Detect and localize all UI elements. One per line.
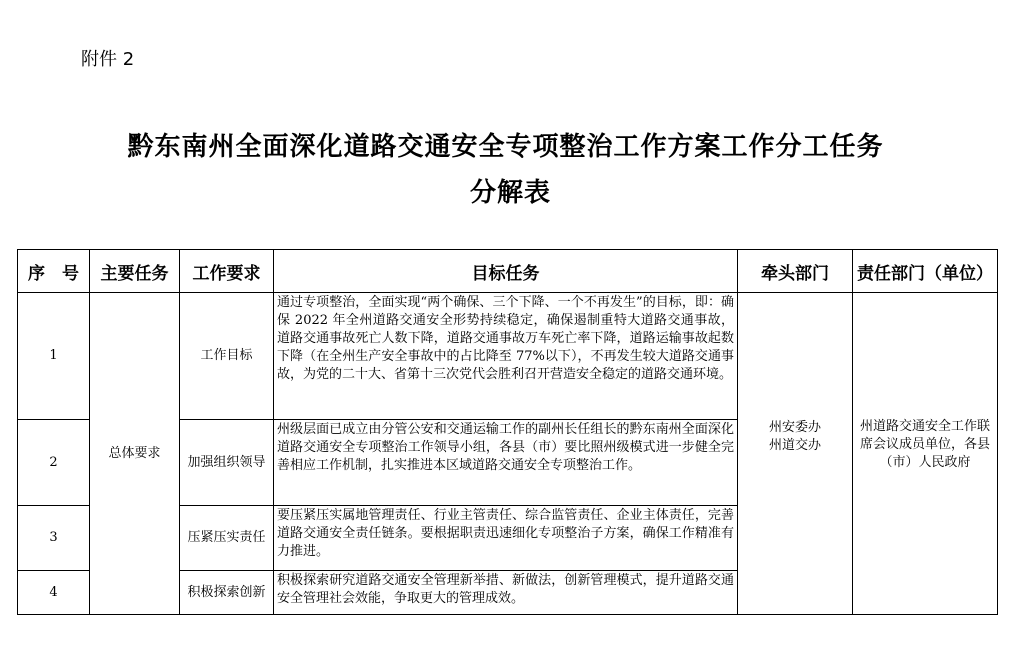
header-work-requirement: 工作要求 bbox=[180, 250, 274, 293]
document-title-line2: 分解表 bbox=[469, 178, 551, 208]
target-task-cell: 要压紧压实属地管理责任、行业主管责任、综合监管责任、企业主体责任，完善道路交通安全责任链条。要根据职责迅速细化专项整治子方案，确保工作精准有力推进。 bbox=[274, 506, 738, 571]
main-task-cell: 总体要求 bbox=[90, 293, 180, 615]
target-task-cell: 州级层面已成立由分管公安和交通运输工作的副州长任组长的黔东南州全面深化道路交通安全专项整治工作领导小组，各县（市）要比照州级模式进一步健全完善相应工作机制，扎实推进本区域道路交通安全专项整治工作。 bbox=[274, 420, 738, 506]
header-lead-dept: 牵头部门 bbox=[738, 250, 853, 293]
header-no: 序 号 bbox=[18, 250, 90, 293]
work-requirement-cell: 压紧压实责任 bbox=[180, 506, 274, 571]
table-row bbox=[18, 293, 998, 420]
document-title: 黔东南州全面深化道路交通安全专项整治工作方案工作分工任务 bbox=[127, 132, 884, 162]
row-no: 3 bbox=[18, 506, 90, 571]
header-main-task: 主要任务 bbox=[90, 250, 180, 293]
work-requirement-cell: 加强组织领导 bbox=[180, 420, 274, 506]
table-header-row bbox=[18, 250, 998, 293]
row-no: 2 bbox=[18, 420, 90, 506]
target-task-cell: 通过专项整治，全面实现“两个确保、三个下降、一个不再发生”的目标，即：确保 2022 年全州道路交通安全形势持续稳定，确保遏制重特大道路交通事故，道路交通事故死亡人数下降，道路交通事故万车死亡率下降，道路运输事故起数下降（在全州生产安全事故中的占比降至 77%以下），不再发生较大道路交通事故，为党的二十大、省第十三次党代会胜利召开营造安全稳定的道路交通环境。 bbox=[274, 293, 738, 420]
attachment-label: 附件 2 bbox=[81, 49, 135, 70]
task-breakdown-table bbox=[17, 249, 998, 615]
row-no: 4 bbox=[18, 571, 90, 615]
target-task-cell: 积极探索研究道路交通安全管理新举措、新做法，创新管理模式，提升道路交通安全管理社会效能，争取更大的管理成效。 bbox=[274, 571, 738, 615]
row-no: 1 bbox=[18, 293, 90, 420]
work-requirement-cell: 工作目标 bbox=[180, 293, 274, 420]
lead-dept-cell: 州安委办 州道交办 bbox=[738, 293, 853, 615]
header-responsible-dept: 责任部门（单位） bbox=[853, 250, 998, 293]
responsible-dept-cell: 州道路交通安全工作联席会议成员单位，各县（市）人民政府 bbox=[853, 293, 998, 615]
header-target-task: 目标任务 bbox=[274, 250, 738, 293]
work-requirement-cell: 积极探索创新 bbox=[180, 571, 274, 615]
